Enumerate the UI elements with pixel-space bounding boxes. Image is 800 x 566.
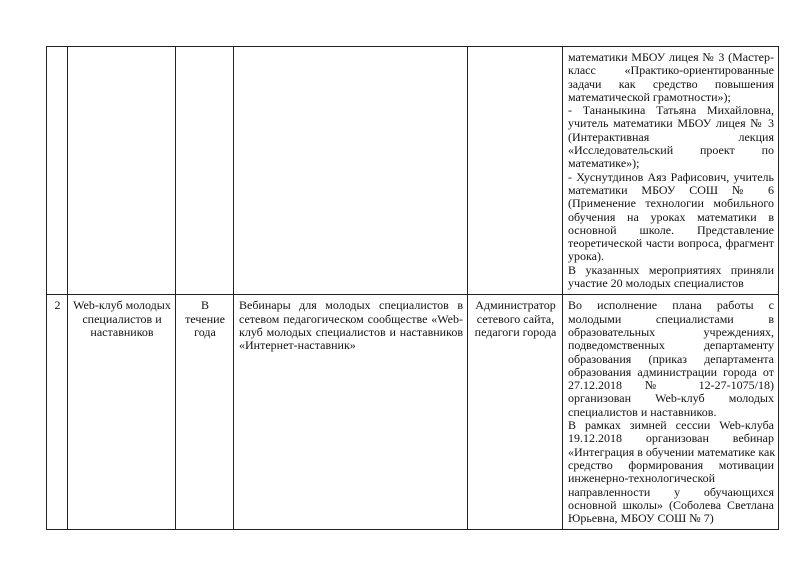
event-result (563, 47, 779, 295)
event-responsible (468, 47, 563, 295)
result-text-line: организован Web-клуб молодых (568, 391, 774, 406)
result-text-line: подведомственных департаменту (568, 338, 774, 353)
event-name: Web-клуб молодых специалистов и наставников (68, 295, 176, 530)
result-text-line: основной школе. Представление (568, 222, 774, 237)
result-text-line: класс «Практико-ориентированные (568, 63, 774, 78)
result-text-line: математики МБОУ СОШ № 6 (568, 182, 774, 197)
result-text-line: (Интерактивная лекция (568, 129, 774, 144)
result-text-line: направленности у обучающихся (568, 484, 774, 499)
result-text-line: образования (приказ департамента (568, 351, 774, 366)
result-text-line: теоретической части вопроса, фрагмент (568, 236, 774, 251)
result-text-line: Юрьевна, МБОУ СОШ № 7) (568, 511, 714, 526)
result-text-line: урока). (568, 249, 604, 264)
result-text-line: специалистов и наставников. (568, 404, 717, 419)
row-number (47, 47, 68, 295)
result-text-line: средство формирования мотивации (568, 457, 774, 472)
result-text-line: - Хуснутдинов Аяз Рафисович, учитель (568, 169, 774, 184)
result-text-line: обучения на уроках математики в (568, 209, 774, 224)
result-text-line: В рамках зимней сессии Web-клуба (568, 418, 774, 433)
result-text-line: основной школы» (Соболева Светлана (568, 497, 774, 512)
result-text-line: математике»); (568, 156, 640, 171)
event-responsible: Администратор сетевого сайта, педагоги города (468, 295, 563, 530)
result-text-line: 27.12.2018 № 12-27-1075/18) (568, 378, 774, 393)
result-text-line: «Интеграция в обучении математике как (568, 444, 776, 459)
table-row (47, 47, 779, 295)
event-period (176, 47, 234, 295)
table-row (47, 295, 779, 530)
event-period: В течение года (176, 295, 234, 530)
result-text-line: - Тананыкина Татьяна Михайловна, (568, 103, 774, 118)
result-text-line: В указанных мероприятиях приняли (568, 262, 774, 277)
result-text-line: математики МБОУ лицея № 3 (Мастер- (568, 50, 774, 64)
event-name (68, 47, 176, 295)
events-table (46, 46, 779, 530)
result-text-line: «Исследовательский проект по (568, 143, 774, 158)
result-text-line: образовательных учреждениях, (568, 324, 774, 339)
result-text-line: молодыми специалистами в (568, 311, 774, 326)
event-description: Вебинары для молодых специалистов в сетевом педагогическом сообществе «Web-клуб молодых специалистов и наставников «Интернет-наставник» (234, 295, 468, 530)
row-number: 2 (47, 295, 68, 530)
result-text-line: участие 20 молодых специалистов (568, 276, 744, 291)
result-text-line: Во исполнение плана работы с (568, 298, 774, 313)
result-text-line: задачи как средство повышения (568, 76, 774, 91)
result-text-line: 19.12.2018 организован вебинар (568, 431, 774, 446)
event-description (234, 47, 468, 295)
result-text-line: математической грамотности»); (568, 89, 731, 104)
result-text-line: учитель математики МБОУ лицея № 3 (568, 116, 774, 131)
event-result (563, 295, 779, 530)
result-text-line: (Применение технологии мобильного (568, 196, 774, 211)
result-text-line: образования администрации города от (568, 364, 774, 379)
result-text-line: инженерно-технологической (568, 471, 716, 486)
